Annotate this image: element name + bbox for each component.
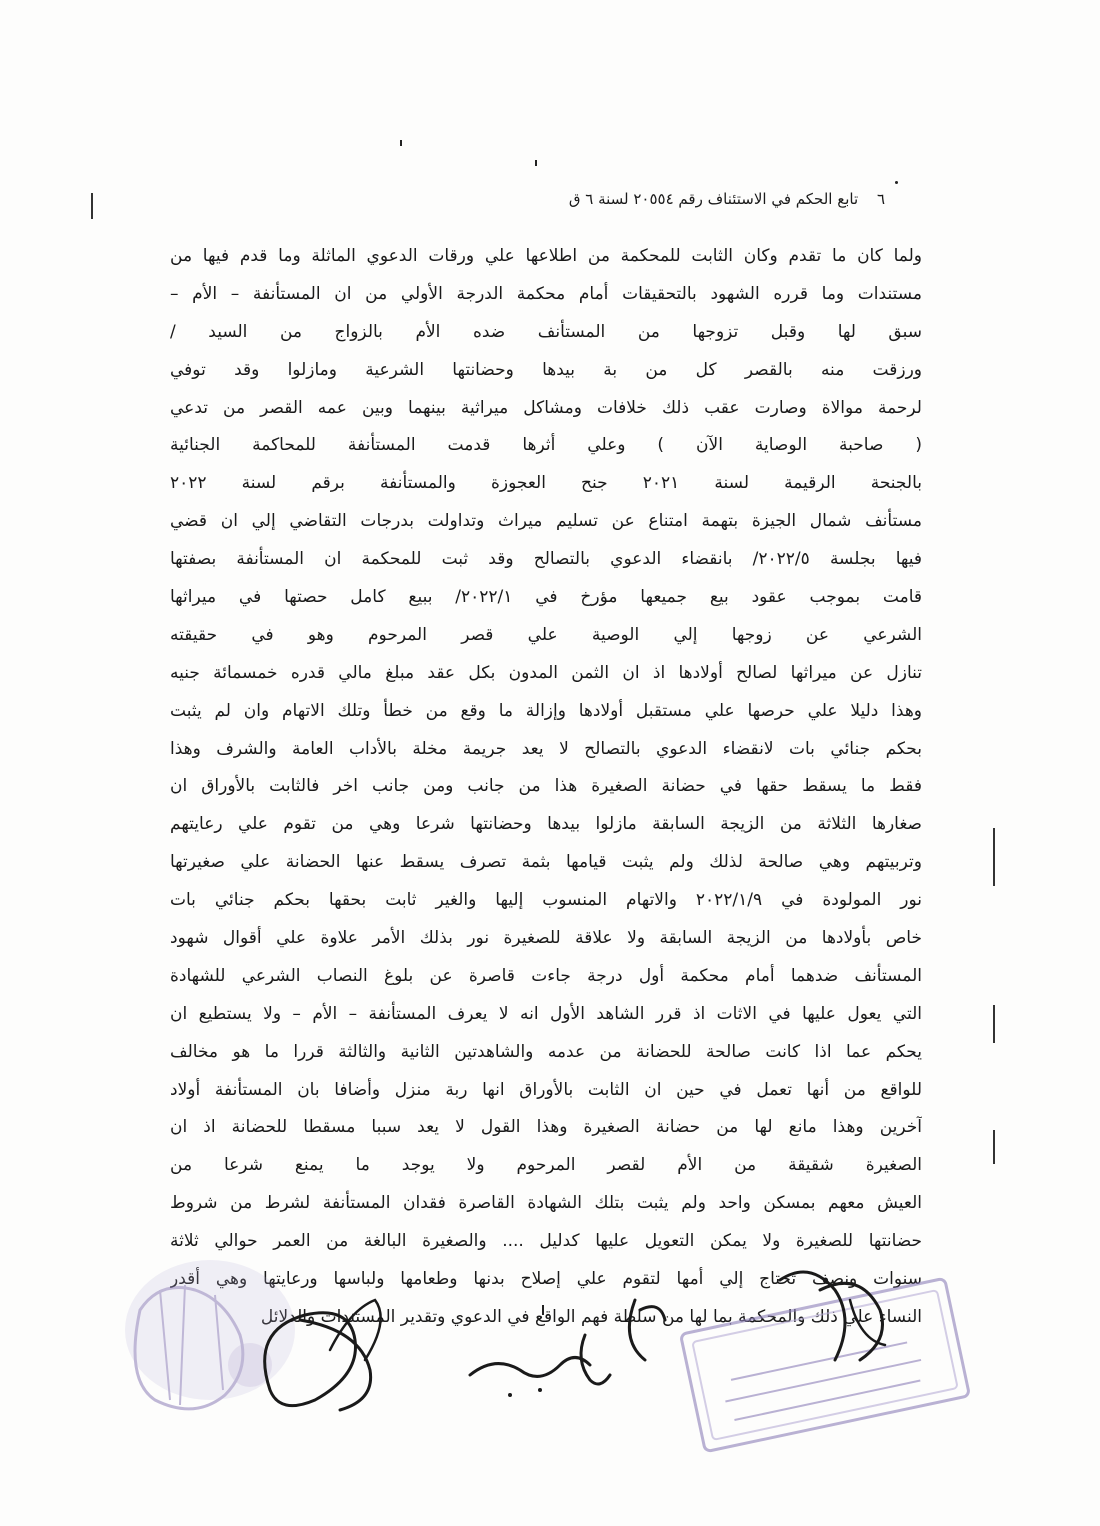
signatures-and-stamps xyxy=(0,1250,1100,1526)
text-line: بحكم جنائي بات لانقضاء الدعوي بالتصالح لا يعد جريمة مخلة بالأداب العامة والشرف وهذا xyxy=(170,738,922,759)
text-line: الصغيرة شقيقة من الأم لقصر المرحوم ولا يوجد ما يمنع شرعا من xyxy=(170,1155,922,1176)
right-margin-mark-1 xyxy=(993,828,995,886)
text-line: وتربيتهم وهي صالحة لذلك ولم يثبت قيامها بثمة تصرف يسقط عنها الحضانة علي صغيرتها xyxy=(170,852,922,873)
text-line: حضانتها للصغيرة ولا يمكن التعويل عليها كدليل .... والصغيرة البالغة من العمر حوالي ثلاثة xyxy=(170,1231,922,1252)
text-line: الشرعي عن زوجها إلي الوصية علي قصر المرحوم وهو في حقيقته xyxy=(170,624,922,645)
text-line: يحكم عما اذا كانت صالحة للحضانة من عدمه والشاهدتين الثانية والثالثة قررا ما هو مخالف xyxy=(170,1041,922,1062)
text-line: ( صاحبة الوصاية الآن ) وعلي أثرها قدمت المستأنفة للمحاكمة الجنائية xyxy=(170,435,922,456)
text-line: العيش معهم بمسكن واحد ولم يثبت بتلك الشهادة القاصرة فقدان المستأنفة لشرط من شروط xyxy=(170,1193,922,1214)
page-number: ٦ xyxy=(876,190,885,208)
text-line: التي يعول عليها في الاثات اذ قرر الشاهد الأول انه لا يعرف المستأنفة – الأم – ولا يستطيع ان xyxy=(170,1003,922,1024)
left-margin-mark xyxy=(91,193,93,219)
text-line: مستندات وما قرره الشهود بالتحقيقات أمام محكمة الدرجة الأولي من ان المستأنفة – الأم – xyxy=(170,283,922,304)
text-line: مستأنف شمال الجيزة بتهمة امتناع عن تسليم ميراث وتداولت بدرجات التقاضي إلي ان قضي xyxy=(170,511,922,532)
text-line: نور المولودة في ٢٠٢٢/١/٩ والاتهام المنسوب إليها والغير ثابت بحقها بحكم جنائي بات xyxy=(170,890,922,911)
right-stamp xyxy=(680,1278,969,1452)
signature-middle xyxy=(470,1300,665,1397)
text-line: فقط ما يسقط حقها في حضانة الصغيرة هذا من جانب ومن جانب اخر فالثابت بالأوراق ان xyxy=(170,776,922,797)
right-margin-mark-2 xyxy=(993,1005,995,1043)
text-line: النساء علي ذلك والمحكمة بما لها من سلطة فهم الواقع في الدعوي وتقدير المستندات والدلائل xyxy=(260,1306,922,1327)
scan-speck xyxy=(895,181,898,184)
text-line: صغارها الثلاثة من الزيجة السابقة مازلوا بيدها وحضانتها شرعا وهي من تقوم علي رعايتهم xyxy=(170,814,922,835)
text-line: سبق لها وقبل تزوجها من المستأنف ضده الأم بالزواج من السيد / xyxy=(170,321,922,342)
text-line: المستأنف ضدهما أمام محكمة أول درجة جاءت قاصرة عن بلوغ النصاب الشرعي للشهادة xyxy=(170,965,922,986)
text-line: قامت بموجب عقود بيع جميعها مؤرخ في ٢٠٢٢/١/ ببيع كامل حصتها في ميراثها xyxy=(170,587,922,608)
text-line: فيها بجلسة ٢٠٢٢/٥/ بانقضاء الدعوي بالتصالح وقد ثبت للمحكمة ان المستأنفة بصفتها xyxy=(170,549,922,570)
text-line: بالجنحة الرقيمة لسنة ٢٠٢١ جنح العجوزة والمستأنفة برقم لسنة ٢٠٢٢ xyxy=(170,473,922,494)
right-margin-mark-3 xyxy=(993,1130,995,1164)
text-line: خاص بأولادها من الزيجة السابقة ولا علاقة للصغيرة نور بذلك الأمر علاوة علي أقوال شهود xyxy=(170,928,922,949)
scan-speck xyxy=(535,160,537,166)
case-reference: تابع الحكم في الاستئناف رقم ٢٠٥٥٤ لسنة ٦ ق xyxy=(568,190,859,208)
text-line: لرحمة موالاة وصارت عقب ذلك خلافات ومشاكل ميراثية بينهما وبين عمه القصر من تدعي xyxy=(170,397,922,418)
text-line: ورزقت منه بالقصر كل من بة بيدها وحضانتها الشرعية ومازلوا وقد توفي xyxy=(170,359,922,380)
text-line: تنازل عن ميراثها لصالح أولادها اذ ان الثمن المدون بكل عقد مبلغ مالي قدره خمسمائة جنيه xyxy=(170,662,922,683)
signature-right xyxy=(780,1272,885,1360)
text-line: للواقع من أنها تعمل في حين ان الثابت بالأوراق انها ربة منزل وأضافا بان المستأنفة أولاد xyxy=(170,1079,922,1100)
text-line: وهذا دليلا علي حرصها علي مستقبل أولادها وإزالة ما وقع من خطأ وتلك الاتهام وان لم يثبت xyxy=(170,700,922,721)
text-line: آخرين وهذا مانع لها من حضانة الصغيرة وهذا القول لا يعد سببا مسقطا للحضانة اذ ان xyxy=(170,1117,922,1138)
scan-speck xyxy=(400,140,402,146)
judgment-body xyxy=(170,238,922,1337)
text-line: سنوات ونصف تحتاج إلي أمها لتقوم علي إصلاح بدنها وطعامها ولباسها ورعايتها وهي أقدر xyxy=(170,1269,922,1290)
text-line: ولما كان ما تقدم وكان الثابت للمحكمة من اطلاعها علي ورقات الدعوي الماثلة وما قدم فيها من xyxy=(170,246,922,266)
page-header xyxy=(569,190,885,208)
